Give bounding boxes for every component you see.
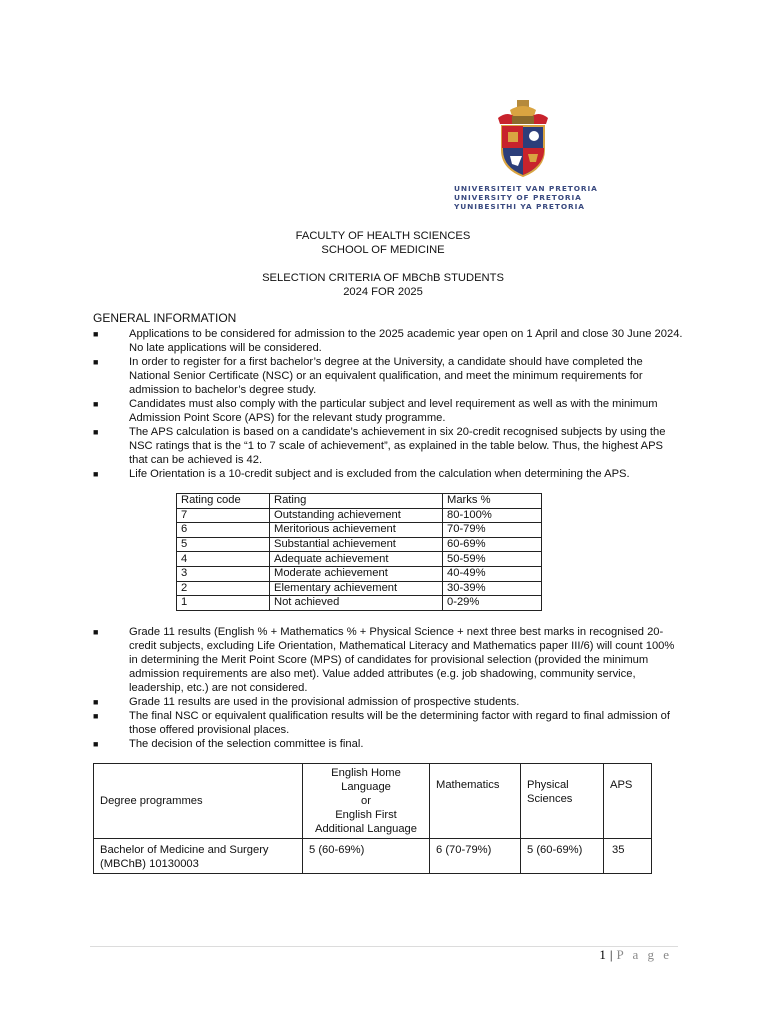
table-cell: Outstanding achievement [270,508,443,523]
table-cell: 2 [177,581,270,596]
bullet-icon: ■ [93,427,99,437]
document-title: SELECTION CRITERIA OF MBChB STUDENTS [262,272,504,284]
table-cell: 50-59% [443,552,542,567]
bullet-icon: ■ [93,357,99,367]
bullet-icon: ■ [93,469,99,479]
table-cell: Not achieved [270,596,443,611]
table-cell: 30-39% [443,581,542,596]
table-row [177,596,542,611]
table-header-row [177,494,542,509]
page-number: 1 [599,947,606,962]
list-item: ■ Grade 11 results are used in the provisional admission of prospective students. [93,696,520,708]
document-subtitle: 2024 FOR 2025 [343,286,423,298]
list-item: ■ Candidates must also comply with the particular subject and level requirement as well as with the minimum Admission Point Score (APS) for the relevant study programme. [93,398,658,424]
table-row [94,839,652,874]
table-cell: 3 [177,566,270,581]
english-requirement-cell: 5 (60-69%) [303,839,430,874]
column-header-mathematics: Mathematics [430,764,521,839]
column-header-aps: APS [604,764,652,839]
list-item: ■ Life Orientation is a 10-credit subject and is excluded from the calculation when determining the APS. [93,468,630,480]
page-label: P a g e [616,947,672,962]
logo-line-sepedi: YUNIBESITHI YA PRETORIA [454,202,585,211]
table-cell: Elementary achievement [270,581,443,596]
table-cell: 60-69% [443,537,542,552]
aps-requirement-cell: 35 [604,839,652,874]
list-item: ■ The APS calculation is based on a candidate’s achievement in six 20-credit recognised subjects by using the NSC ratings that is the “1 to 7 scale of achievement”, as explained in the table below. Thus, the highest APS that can be achieved is 42. [93,426,666,466]
table-cell: 80-100% [443,508,542,523]
school-heading: SCHOOL OF MEDICINE [321,244,445,256]
table-row [177,581,542,596]
table-cell: 40-49% [443,566,542,581]
table-row [177,566,542,581]
general-information-heading: GENERAL INFORMATION [93,311,237,325]
table-cell: 0-29% [443,596,542,611]
bullet-icon: ■ [93,739,99,749]
physical-sciences-requirement-cell: 5 (60-69%) [521,839,604,874]
list-item: ■ Applications to be considered for admission to the 2025 academic year open on 1 April and close 30 June 2024. No late applications will be considered. [93,328,683,354]
table-cell: Adequate achievement [270,552,443,567]
rating-scale-table [176,493,542,611]
column-header: Rating [270,494,443,509]
list-item: ■ The decision of the selection committee is final. [93,738,364,750]
table-cell: 5 [177,537,270,552]
logo-line-afrikaans: UNIVERSITEIT VAN PRETORIA [454,184,598,193]
list-item: ■ In order to register for a first bachelor’s degree at the University, a candidate should have completed the National Senior Certificate (NSC) or an equivalent qualification, and meet the minimum requirements for admission to bachelor’s degree study. [93,356,643,396]
table-cell: 4 [177,552,270,567]
bullet-icon: ■ [93,697,99,707]
footer-divider [90,946,678,947]
selection-notes-list [93,625,683,751]
table-cell: Substantial achievement [270,537,443,552]
table-cell: Moderate achievement [270,566,443,581]
table-cell: 70-79% [443,523,542,538]
table-row [177,537,542,552]
general-information-list [93,327,683,481]
table-row [177,523,542,538]
mathematics-requirement-cell: 6 (70-79%) [430,839,521,874]
page-footer [599,948,672,962]
faculty-heading: FACULTY OF HEALTH SCIENCES [295,230,471,242]
column-header-degree: Degree programmes [94,764,303,839]
university-crest-icon [488,98,558,178]
table-cell: 1 [177,596,270,611]
list-item: ■ Grade 11 results (English % + Mathematics % + Physical Science + next three best marks in recognised 20-credit subjects, excluding Life Orientation, Mathematical Literacy and Mathematics paper III/6) will count 100% in determining the Merit Point Score (MPS) of candidates for provisional selection (provided the minimum admission requirements are also met). Value added attributes (e.g. job shadowing, community service, leadership, etc.) are not considered. [93,626,675,694]
table-row [177,552,542,567]
column-header: Rating code [177,494,270,509]
degree-requirements-table [93,763,652,874]
bullet-icon: ■ [93,399,99,409]
list-item: ■ The final NSC or equivalent qualification results will be the determining factor with regard to final admission of those offered provisional places. [93,710,670,736]
bullet-icon: ■ [93,627,99,637]
bullet-icon: ■ [93,711,99,721]
degree-name-cell: Bachelor of Medicine and Surgery (MBChB) 10130003 [94,839,303,874]
table-cell: Meritorious achievement [270,523,443,538]
footer-separator: | [609,947,613,962]
bullet-icon: ■ [93,329,99,339]
table-header-row [94,764,652,839]
table-cell: 7 [177,508,270,523]
table-cell: 6 [177,523,270,538]
column-header-physical-sciences: Physical Sciences [521,764,604,839]
university-logo [454,98,598,211]
column-header: Marks % [443,494,542,509]
logo-line-english: UNIVERSITY OF PRETORIA [454,193,582,202]
column-header-english: English Home Language or English First Additional Language [303,764,430,839]
table-row [177,508,542,523]
